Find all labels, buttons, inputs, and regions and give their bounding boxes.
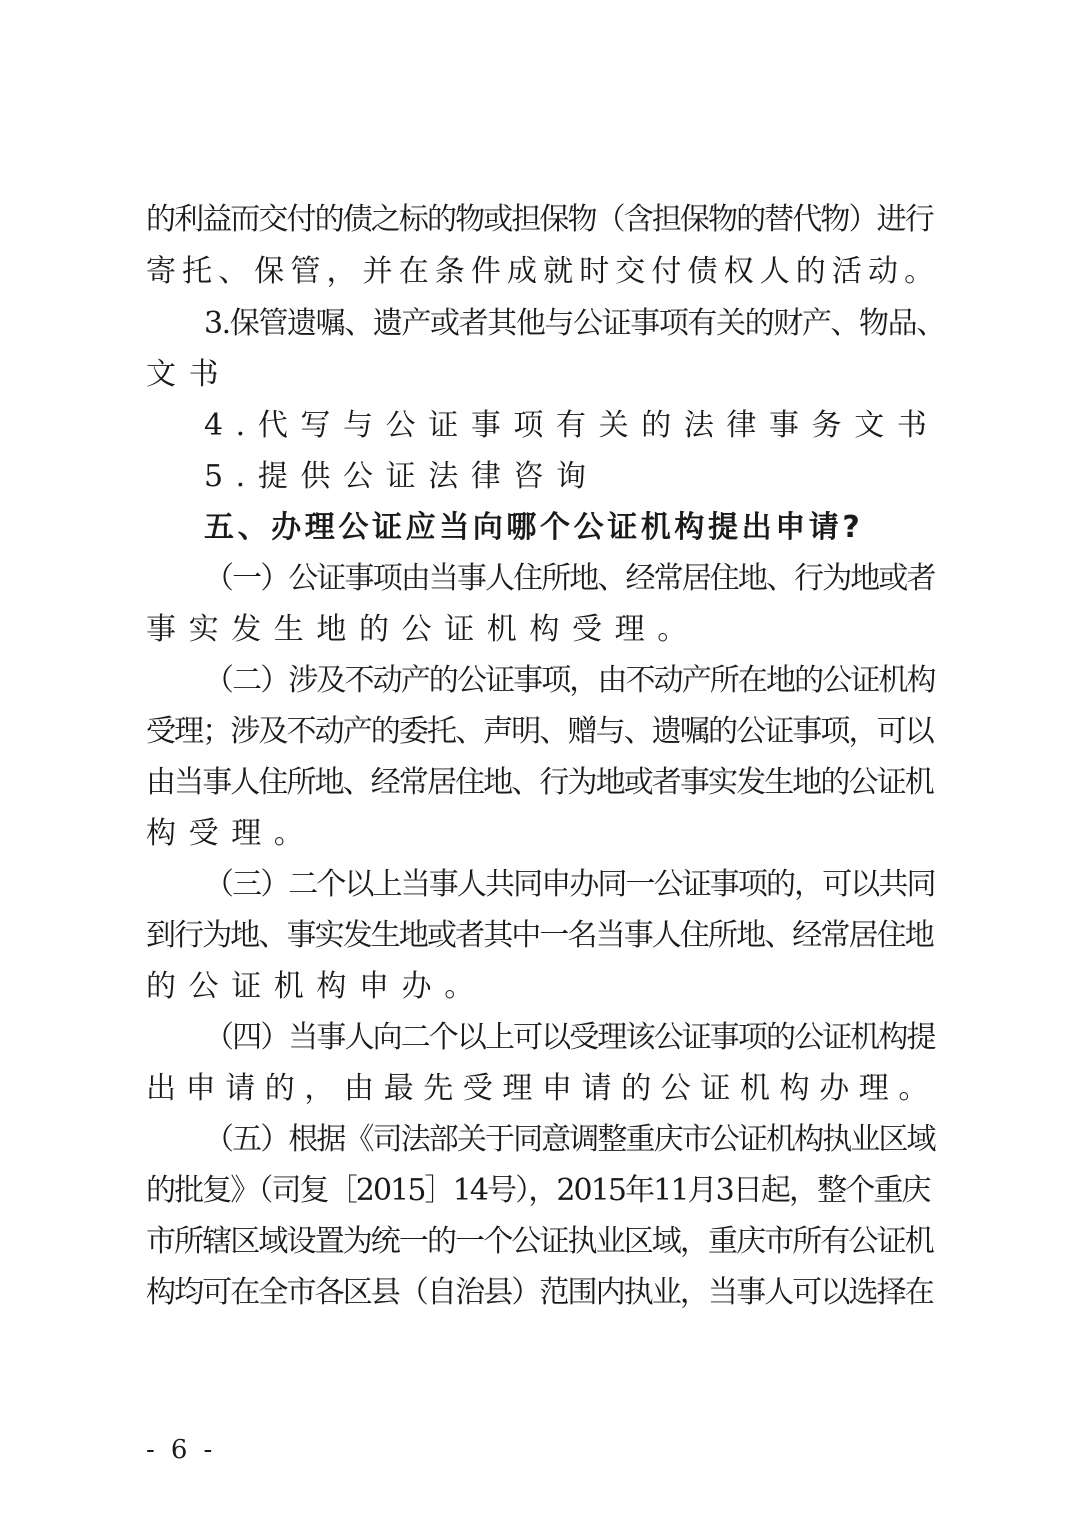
list-item-3: 3.保管遗嘱、遗产或者其他与公证事项有关的财产、物品、 [204,306,945,341]
paragraph-line: 的公证机构申办。 [146,969,487,1004]
paragraph-line: 的利益而交付的债之标的物或担保物（含担保物的替代物）进行 [146,202,933,237]
paragraph-line: 寄托、保管，并在条件成就时交付债权人的活动。 [146,254,941,289]
paragraph-line: 到行为地、事实发生地或者其中一名当事人住所地、经常居住地 [146,918,933,953]
paragraph-line: （二）涉及不动产的公证事项，由不动产所在地的公证机构 [204,663,935,698]
paragraph-line: 市所辖区域设置为统一的一个公证执业区域，重庆市所有公证机 [146,1224,933,1259]
paragraph-line: 文书 [146,357,232,392]
list-item-4: 4.代写与公证事项有关的法律事务文书 [204,408,940,443]
paragraph-line: （五）根据《司法部关于同意调整重庆市公证机构执业区域 [204,1122,935,1157]
paragraph-line: 由当事人住所地、经常居住地、行为地或者事实发生地的公证机 [146,765,933,800]
section-heading: 五、办理公证应当向哪个公证机构提出申请? [204,510,864,545]
paragraph-line: 的批复》（司复［2015］14号），2015年11月3日起，整个重庆 [146,1173,930,1208]
page-number: - 6 - [146,1435,217,1465]
paragraph-line: 出申请的，由最先受理申请的公证机构办理。 [146,1071,938,1106]
paragraph-line: （四）当事人向二个以上可以受理该公证事项的公证机构提 [204,1020,935,1055]
paragraph-line: （一）公证事项由当事人住所地、经常居住地、行为地或者 [204,561,935,596]
paragraph-line: 构均可在全市各区县（自治县）范围内执业，当事人可以选择在 [146,1275,933,1310]
paragraph-line: 事实发生地的公证机构受理。 [146,612,700,647]
paragraph-line: （三）二个以上当事人共同申办同一公证事项的，可以共同 [204,867,935,902]
list-item-5: 5.提供公证法律咨询 [204,459,599,494]
paragraph-line: 构受理。 [146,816,317,851]
paragraph-line: 受理；涉及不动产的委托、声明、赠与、遗嘱的公证事项，可以 [146,714,933,749]
